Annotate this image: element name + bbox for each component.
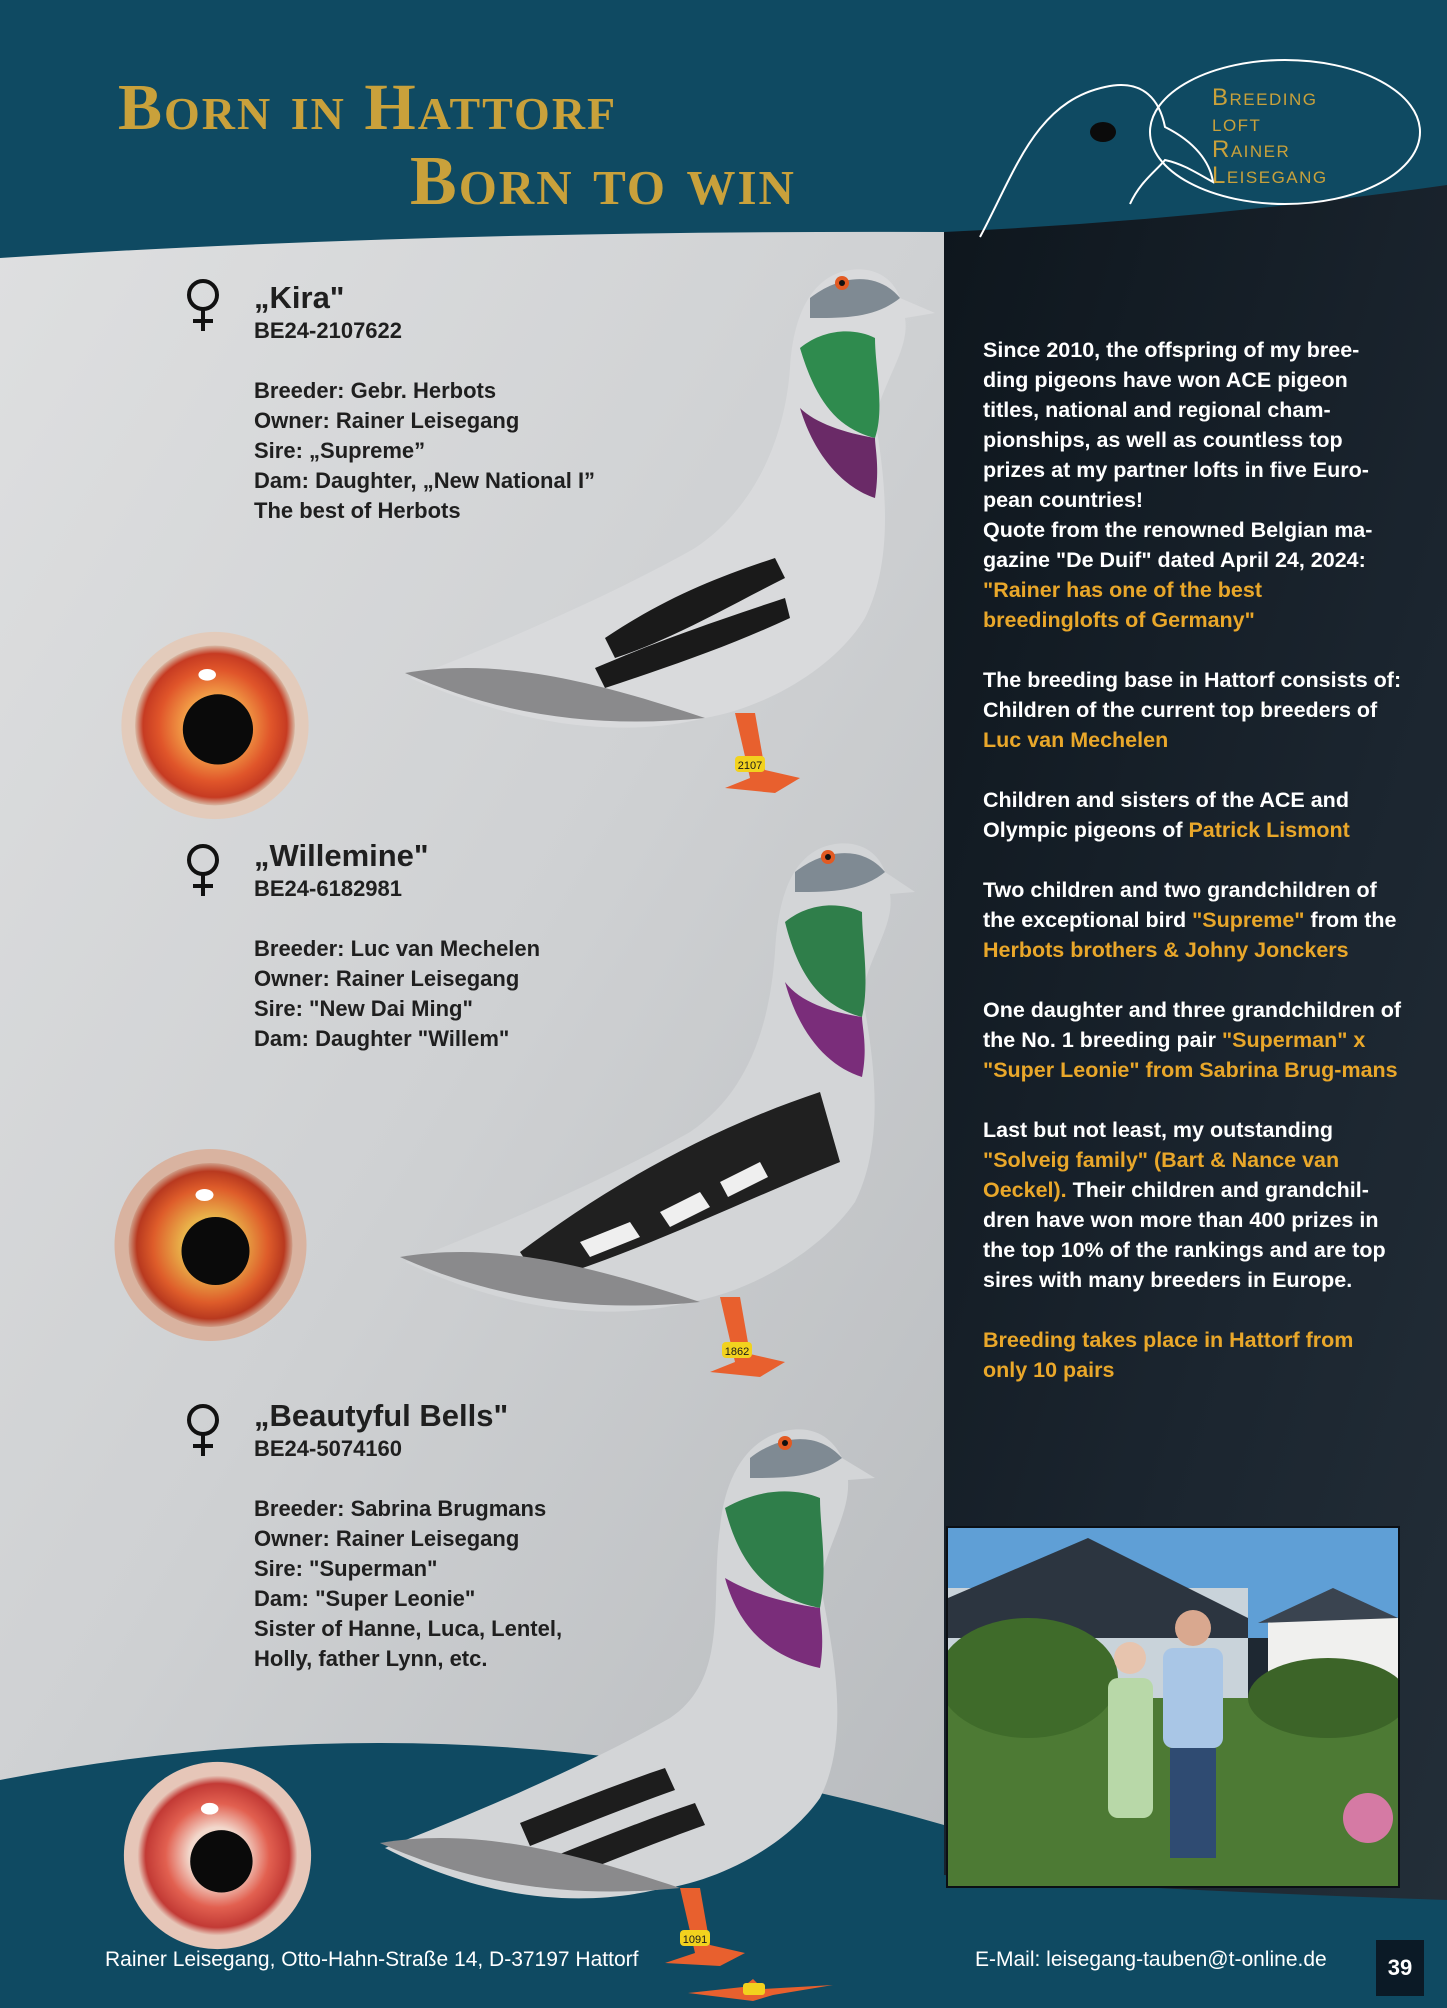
pigeon-ring-number: BE24-2107622 xyxy=(254,318,403,343)
logo-line: loft xyxy=(1212,110,1262,137)
pigeon-detail: Owner: Rainer Leisegang xyxy=(254,1526,520,1551)
breeding-base-text: The breeding base in Hattorf consists of: xyxy=(983,668,1402,692)
pigeon-eye-image xyxy=(108,1145,313,1345)
pigeon-name: „Willemine" xyxy=(254,838,429,873)
pigeon-name: „Beautyful Bells" xyxy=(254,1398,509,1433)
lismont-text: Children and sisters of the ACE and Olympic pigeons of xyxy=(983,788,1349,842)
page-title-line-2: Born to win xyxy=(410,143,796,220)
female-symbol-icon xyxy=(178,840,228,900)
page-number: 39 xyxy=(1376,1940,1424,1996)
pigeon-eye-image xyxy=(115,628,315,823)
breeders-photo xyxy=(946,1526,1400,1888)
quote-highlight: "Rainer has one of the best breedinglofts of Germany" xyxy=(983,578,1262,632)
pigeon-beautyful-bells-image xyxy=(380,1418,890,1978)
breeder-highlight: Patrick Lismont xyxy=(1188,818,1350,842)
family-highlight: "Solveig family" (Bart & Nance van Oeckel). xyxy=(983,1148,1340,1202)
pigeon-detail: Breeder: Sabrina Brugmans xyxy=(254,1496,547,1521)
lismont-paragraph xyxy=(983,785,1403,845)
breeder-highlight: Herbots brothers & Johny Jonckers xyxy=(983,938,1349,962)
leg-ring-label: 1091 xyxy=(682,1934,708,1946)
intro-paragraph xyxy=(983,335,1403,635)
pigeon-feet-icon xyxy=(683,1975,838,2005)
pigeon-detail: Holly, father Lynn, etc. xyxy=(254,1646,488,1671)
superman-paragraph xyxy=(983,995,1403,1085)
pigeon-name: „Kira" xyxy=(254,280,345,315)
female-symbol-icon xyxy=(178,1400,228,1460)
leg-ring-label: 1862 xyxy=(724,1346,750,1358)
pigeon-detail: Breeder: Gebr. Herbots xyxy=(254,378,497,403)
logo-text xyxy=(1212,85,1422,189)
breeder-highlight: Luc van Mechelen xyxy=(983,728,1169,752)
superman-text: One daughter and three grandchildren of the No. 1 breeding pair xyxy=(983,998,1402,1052)
solveig-tail-text: Their children and grandchil-dren have won more than 400 prizes in the top 10% of the rankings and are top sires with many breeders in Europe. xyxy=(983,1178,1386,1292)
footer-email: E-Mail: leisegang-tauben@t-online.de xyxy=(975,1948,1327,1971)
intro-text: Since 2010, the offspring of my bree-ding pigeons have won ACE pigeon titles, national and regional cham-pionships, as well as countless top prizes at my partner lofts in five Euro-pean countries! xyxy=(983,338,1369,512)
supreme-text: Two children and two grandchildren of the exceptional bird xyxy=(983,878,1377,932)
pigeon-detail: Sister of Hanne, Luca, Lentel, xyxy=(254,1616,563,1641)
logo-line: Rainer xyxy=(1212,136,1291,163)
pigeon-detail: Sire: "New Dai Ming" xyxy=(254,996,473,1021)
logo-line: Leisegang xyxy=(1212,162,1328,189)
pigeon-detail: Sire: „Supreme” xyxy=(254,438,426,463)
pigeon-detail: Owner: Rainer Leisegang xyxy=(254,966,520,991)
pigeon-willemine-image xyxy=(400,832,920,1392)
supreme-paragraph xyxy=(983,875,1403,965)
pigeon-detail: Breeder: Luc van Mechelen xyxy=(254,936,541,961)
logo-line: Breeding xyxy=(1212,84,1318,111)
pigeon-ring-number: BE24-5074160 xyxy=(254,1436,403,1461)
breeding-base-detail: Children of the current top breeders of xyxy=(983,698,1378,722)
pigeon-kira-image xyxy=(405,258,940,798)
pigeon-eye-image xyxy=(120,1758,315,1953)
pigeon-detail: The best of Herbots xyxy=(254,498,461,523)
closing-statement: Breeding takes place in Hattorf from only 10 pairs xyxy=(983,1328,1354,1382)
page-title-line-1: Born in Hattorf xyxy=(118,71,618,144)
pigeon-detail: Owner: Rainer Leisegang xyxy=(254,408,520,433)
breeding-loft-description xyxy=(983,335,1403,1415)
solveig-text: Last but not least, my outstanding xyxy=(983,1118,1333,1142)
footer-address: Rainer Leisegang, Otto-Hahn-Straße 14, D-37197 Hattorf xyxy=(105,1948,639,1971)
bird-highlight: "Supreme" xyxy=(1192,908,1305,932)
pigeon-detail: Dam: Daughter "Willem" xyxy=(254,1026,510,1051)
supreme-mid-text: from the xyxy=(1304,908,1397,932)
leg-ring-label: 2107 xyxy=(737,760,763,772)
pigeon-detail: Dam: Daughter, „New National I” xyxy=(254,468,596,493)
pair-highlight: "Superman" x "Super Leonie" from Sabrina Brug-mans xyxy=(983,1028,1398,1082)
female-symbol-icon xyxy=(178,275,228,335)
solveig-paragraph xyxy=(983,1115,1403,1295)
breeding-base-paragraph xyxy=(983,665,1403,755)
quote-intro: Quote from the renowned Belgian ma-gazine "De Duif" dated April 24, 2024: xyxy=(983,518,1373,572)
pigeon-ring-number: BE24-6182981 xyxy=(254,876,403,901)
pigeon-detail: Dam: "Super Leonie" xyxy=(254,1586,476,1611)
pigeon-detail: Sire: "Superman" xyxy=(254,1556,438,1581)
